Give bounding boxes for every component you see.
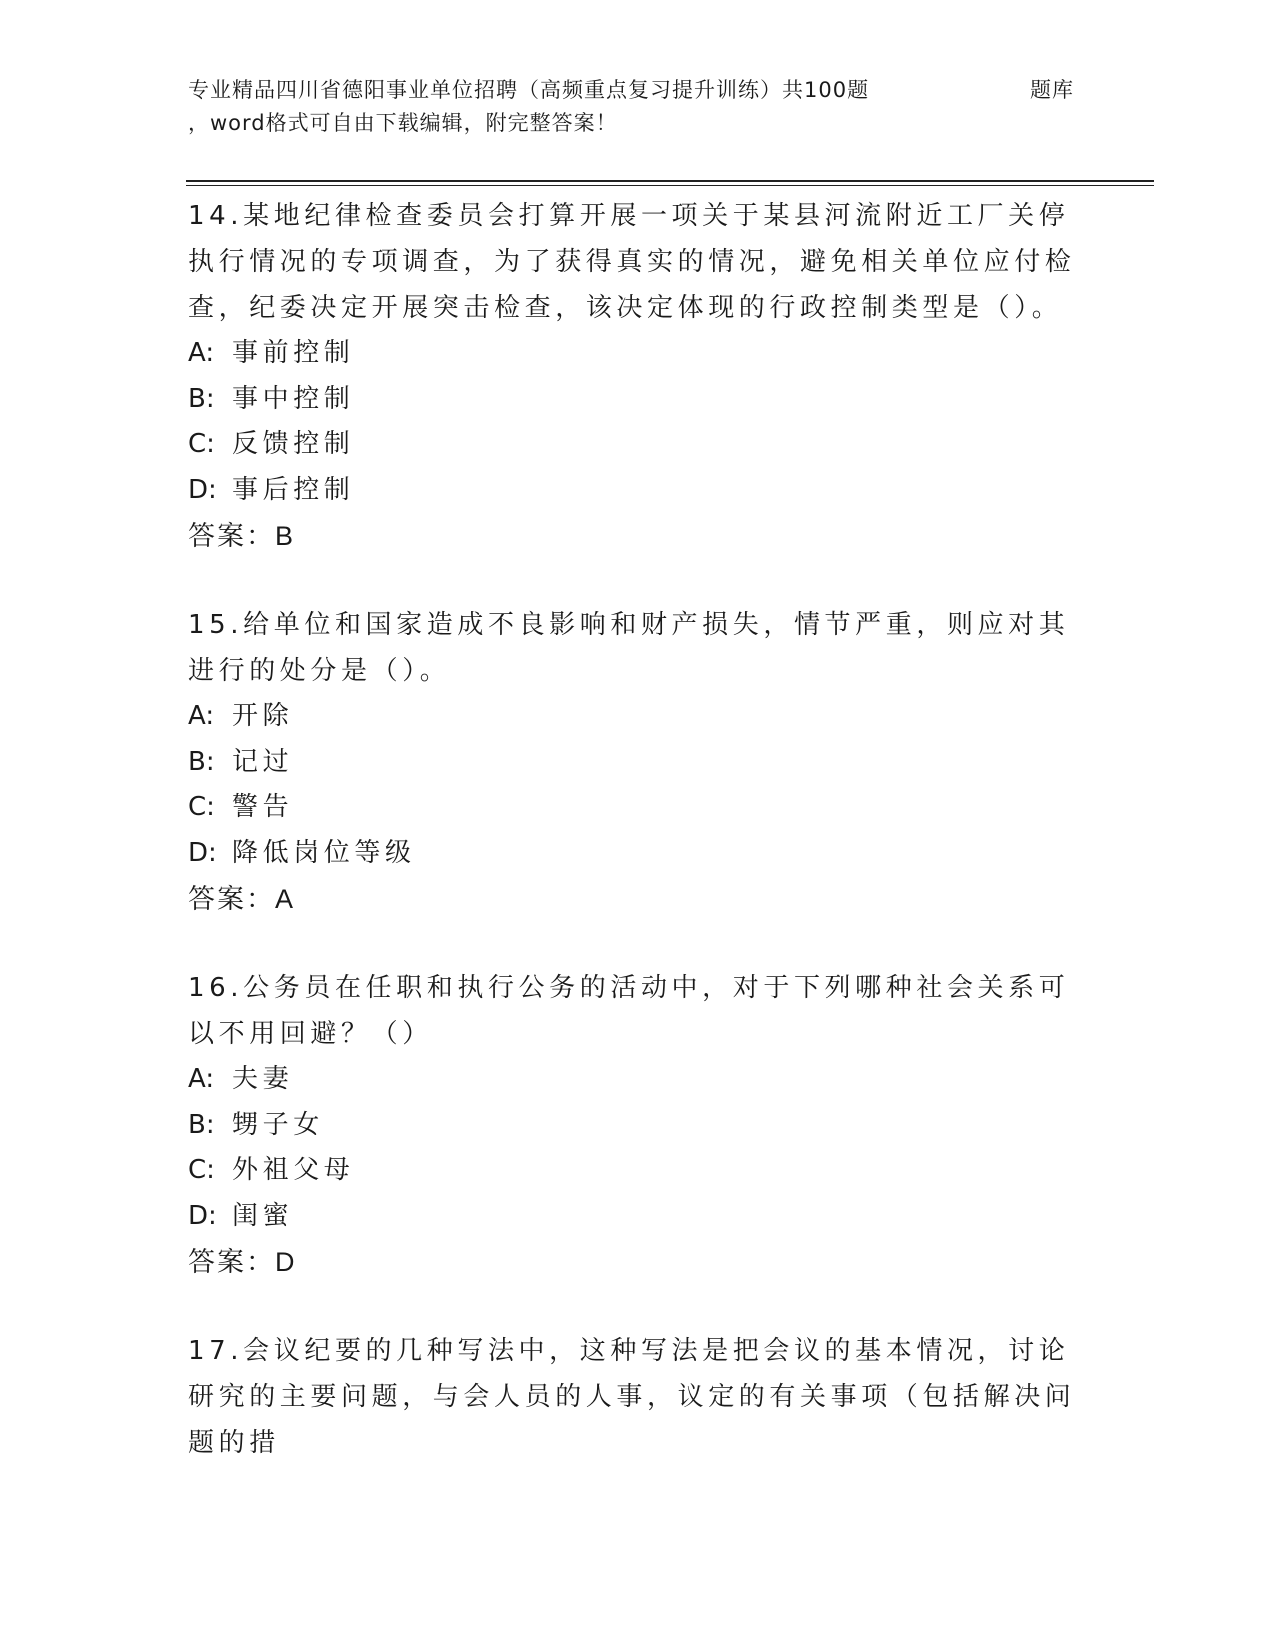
option-c: [188, 1148, 1088, 1194]
answer-line: 答案：D: [188, 1247, 297, 1277]
option-d: [188, 468, 1088, 514]
header-title: 专业精品四川省德阳事业单位招聘（高频重点复习提升训练）共100题: [188, 78, 870, 102]
option-b: [188, 377, 1088, 423]
question-list: [188, 193, 1088, 1509]
option-key: D:: [188, 474, 217, 505]
question-16: [188, 965, 1088, 1285]
question-15: [188, 602, 1088, 922]
option-text: 事中控制: [232, 383, 355, 414]
question-14: [188, 193, 1088, 559]
option-c: [188, 785, 1088, 831]
option-key: A:: [188, 338, 215, 368]
option-b: [188, 1103, 1088, 1149]
option-key: A:: [188, 1064, 215, 1094]
option-key: A:: [188, 701, 215, 731]
option-text: 夫妻: [232, 1064, 294, 1094]
option-text: 开除: [232, 701, 294, 731]
option-text: 闺蜜: [232, 1200, 294, 1231]
option-a: [188, 694, 1088, 740]
header-rule-thick: [186, 180, 1154, 182]
option-text: 反馈控制: [232, 429, 355, 459]
header-line-2: ，word格式可自由下载编辑，附完整答案！: [188, 111, 618, 135]
question-stem: 17.会议纪要的几种写法中，这种写法是把会议的基本情况，讨论研究的主要问题，与会人员的人事，议定的有关事项（包括解决问题的措: [188, 1336, 1076, 1458]
option-key: C:: [188, 792, 215, 822]
option-d: [188, 831, 1088, 877]
answer-line: 答案：B: [188, 521, 296, 551]
question-17: [188, 1328, 1088, 1466]
option-text: 记过: [232, 746, 294, 777]
question-stem: 14.某地纪律检查委员会打算开展一项关于某县河流附近工厂关停执行情况的专项调查，为了获得真实的情况，避免相关单位应付检查，纪委决定开展突击检查，该决定体现的行政控制类型是（）。: [188, 201, 1076, 323]
header-line-1: [188, 74, 1088, 107]
option-key: C:: [188, 1155, 215, 1185]
option-key: D:: [188, 837, 217, 868]
option-key: C:: [188, 429, 215, 459]
header-right-label: 题库: [1030, 78, 1074, 102]
option-c: [188, 422, 1088, 468]
option-text: 警告: [232, 792, 294, 822]
option-text: 事前控制: [232, 338, 355, 368]
option-key: B:: [188, 383, 215, 414]
option-text: 外祖父母: [232, 1155, 355, 1185]
question-stem: 16.公务员在任职和执行公务的活动中，对于下列哪种社会关系可以不用回避？（）: [188, 973, 1070, 1049]
option-d: [188, 1194, 1088, 1240]
option-key: B:: [188, 1109, 215, 1140]
option-a: [188, 331, 1088, 377]
question-stem: 15.给单位和国家造成不良影响和财产损失，情节严重，则应对其进行的处分是（）。: [188, 610, 1070, 686]
option-a: [188, 1057, 1088, 1103]
option-text: 降低岗位等级: [232, 837, 416, 868]
option-key: B:: [188, 746, 215, 777]
option-text: 甥子女: [232, 1109, 324, 1140]
document-header: [188, 74, 1088, 140]
option-text: 事后控制: [232, 474, 355, 505]
header-rule-thin: [186, 185, 1154, 186]
option-key: D:: [188, 1200, 217, 1231]
answer-line: 答案：A: [188, 884, 296, 914]
option-b: [188, 740, 1088, 786]
